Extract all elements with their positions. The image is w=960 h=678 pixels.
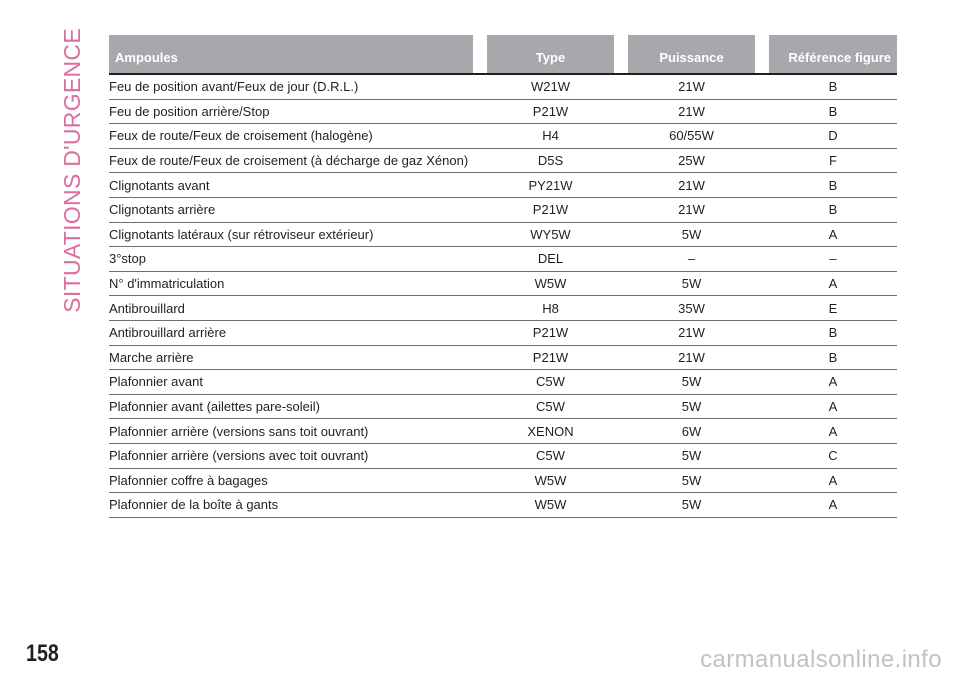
cell-gap [614, 222, 628, 247]
cell-figure: A [769, 271, 897, 296]
table-row [109, 173, 897, 198]
cell-gap [614, 197, 628, 222]
cell-figure: D [769, 124, 897, 149]
header-figure: Référence figure [769, 35, 897, 74]
cell-gap [473, 370, 487, 395]
cell-type: W21W [487, 74, 614, 99]
cell-gap [473, 247, 487, 272]
cell-gap [473, 173, 487, 198]
cell-type: H8 [487, 296, 614, 321]
table-body [109, 74, 897, 517]
cell-power: 5W [628, 271, 755, 296]
table-row [109, 468, 897, 493]
cell-figure: A [769, 222, 897, 247]
cell-gap [755, 320, 769, 345]
cell-type: W5W [487, 468, 614, 493]
cell-figure: B [769, 197, 897, 222]
cell-bulb: Plafonnier avant (ailettes pare-soleil) [109, 394, 473, 419]
section-title [52, 28, 92, 313]
cell-gap [473, 320, 487, 345]
cell-power: 35W [628, 296, 755, 321]
table-row [109, 247, 897, 272]
cell-type: D5S [487, 148, 614, 173]
cell-power: 60/55W [628, 124, 755, 149]
cell-gap [755, 74, 769, 99]
cell-gap [614, 173, 628, 198]
cell-type: DEL [487, 247, 614, 272]
cell-gap [473, 443, 487, 468]
cell-gap [614, 271, 628, 296]
cell-bulb: 3°stop [109, 247, 473, 272]
cell-gap [614, 345, 628, 370]
cell-gap [473, 394, 487, 419]
cell-type: PY21W [487, 173, 614, 198]
header-type: Type [487, 35, 614, 74]
cell-bulb: Feu de position avant/Feux de jour (D.R.L.) [109, 74, 473, 99]
header-gap [614, 35, 628, 74]
cell-bulb: Plafonnier coffre à bagages [109, 468, 473, 493]
cell-power: 21W [628, 74, 755, 99]
cell-gap [755, 222, 769, 247]
cell-bulb: Clignotants latéraux (sur rétroviseur extérieur) [109, 222, 473, 247]
cell-power: 5W [628, 493, 755, 518]
table-row [109, 148, 897, 173]
cell-power: 21W [628, 345, 755, 370]
cell-power: 5W [628, 443, 755, 468]
cell-type: WY5W [487, 222, 614, 247]
cell-figure: C [769, 443, 897, 468]
cell-gap [755, 394, 769, 419]
cell-gap [473, 271, 487, 296]
cell-figure: – [769, 247, 897, 272]
cell-type: XENON [487, 419, 614, 444]
cell-bulb: Feux de route/Feux de croisement (à décharge de gaz Xénon) [109, 148, 473, 173]
cell-power: 5W [628, 394, 755, 419]
cell-gap [614, 320, 628, 345]
cell-type: H4 [487, 124, 614, 149]
cell-bulb: Plafonnier arrière (versions sans toit ouvrant) [109, 419, 473, 444]
cell-power: 5W [628, 468, 755, 493]
cell-power: 21W [628, 173, 755, 198]
cell-power: 6W [628, 419, 755, 444]
cell-bulb: Antibrouillard arrière [109, 320, 473, 345]
cell-gap [473, 222, 487, 247]
cell-type: C5W [487, 443, 614, 468]
cell-gap [755, 124, 769, 149]
cell-gap [614, 296, 628, 321]
cell-gap [614, 148, 628, 173]
cell-figure: A [769, 468, 897, 493]
cell-figure: A [769, 394, 897, 419]
cell-figure: B [769, 99, 897, 124]
table-header-row [109, 35, 897, 74]
bulb-table [109, 35, 897, 518]
cell-gap [755, 296, 769, 321]
cell-power: – [628, 247, 755, 272]
cell-gap [473, 74, 487, 99]
cell-gap [755, 493, 769, 518]
header-power: Puissance [628, 35, 755, 74]
cell-type: P21W [487, 197, 614, 222]
cell-type: P21W [487, 345, 614, 370]
cell-bulb: Feux de route/Feux de croisement (halogène) [109, 124, 473, 149]
cell-gap [473, 493, 487, 518]
cell-power: 5W [628, 370, 755, 395]
cell-gap [473, 148, 487, 173]
cell-power: 21W [628, 99, 755, 124]
cell-gap [614, 419, 628, 444]
header-gap [473, 35, 487, 74]
cell-bulb: Feu de position arrière/Stop [109, 99, 473, 124]
cell-bulb: Clignotants avant [109, 173, 473, 198]
table-row [109, 271, 897, 296]
cell-figure: E [769, 296, 897, 321]
table-row [109, 443, 897, 468]
cell-bulb: Plafonnier arrière (versions avec toit ouvrant) [109, 443, 473, 468]
cell-bulb: Antibrouillard [109, 296, 473, 321]
cell-gap [755, 370, 769, 395]
cell-gap [755, 173, 769, 198]
cell-gap [755, 148, 769, 173]
header-bulbs: Ampoules [109, 35, 473, 74]
cell-figure: A [769, 419, 897, 444]
cell-type: P21W [487, 320, 614, 345]
cell-type: W5W [487, 493, 614, 518]
cell-gap [614, 74, 628, 99]
cell-type: C5W [487, 370, 614, 395]
cell-gap [473, 419, 487, 444]
table-row [109, 394, 897, 419]
cell-type: W5W [487, 271, 614, 296]
cell-gap [614, 124, 628, 149]
cell-gap [473, 197, 487, 222]
cell-bulb: Marche arrière [109, 345, 473, 370]
cell-gap [473, 124, 487, 149]
cell-gap [614, 394, 628, 419]
cell-bulb: Plafonnier de la boîte à gants [109, 493, 473, 518]
cell-gap [614, 370, 628, 395]
table-row [109, 296, 897, 321]
watermark: carmanualsonline.info [700, 646, 942, 673]
table-row [109, 197, 897, 222]
cell-gap [755, 419, 769, 444]
cell-figure: B [769, 345, 897, 370]
cell-gap [473, 468, 487, 493]
cell-bulb: Plafonnier avant [109, 370, 473, 395]
table-row [109, 124, 897, 149]
cell-figure: B [769, 173, 897, 198]
cell-bulb: Clignotants arrière [109, 197, 473, 222]
cell-bulb: N° d'immatriculation [109, 271, 473, 296]
cell-type: C5W [487, 394, 614, 419]
cell-gap [614, 468, 628, 493]
table-row [109, 345, 897, 370]
cell-gap [473, 99, 487, 124]
cell-figure: A [769, 370, 897, 395]
table-row [109, 74, 897, 99]
table-row [109, 370, 897, 395]
header-gap [755, 35, 769, 74]
cell-gap [755, 443, 769, 468]
cell-figure: B [769, 74, 897, 99]
page-number: 158 [26, 640, 59, 667]
cell-gap [614, 443, 628, 468]
cell-power: 21W [628, 197, 755, 222]
cell-figure: B [769, 320, 897, 345]
cell-gap [473, 296, 487, 321]
cell-gap [755, 468, 769, 493]
cell-gap [614, 247, 628, 272]
cell-gap [755, 247, 769, 272]
table-row [109, 419, 897, 444]
cell-gap [755, 271, 769, 296]
cell-power: 21W [628, 320, 755, 345]
cell-power: 25W [628, 148, 755, 173]
cell-power: 5W [628, 222, 755, 247]
cell-gap [755, 345, 769, 370]
table-row [109, 222, 897, 247]
cell-gap [614, 493, 628, 518]
cell-figure: A [769, 493, 897, 518]
cell-type: P21W [487, 99, 614, 124]
table-row [109, 99, 897, 124]
section-title-text: SITUATIONS D'URGENCE [58, 28, 85, 313]
table-row [109, 493, 897, 518]
cell-gap [755, 99, 769, 124]
cell-figure: F [769, 148, 897, 173]
table-row [109, 320, 897, 345]
cell-gap [473, 345, 487, 370]
cell-gap [614, 99, 628, 124]
cell-gap [755, 197, 769, 222]
